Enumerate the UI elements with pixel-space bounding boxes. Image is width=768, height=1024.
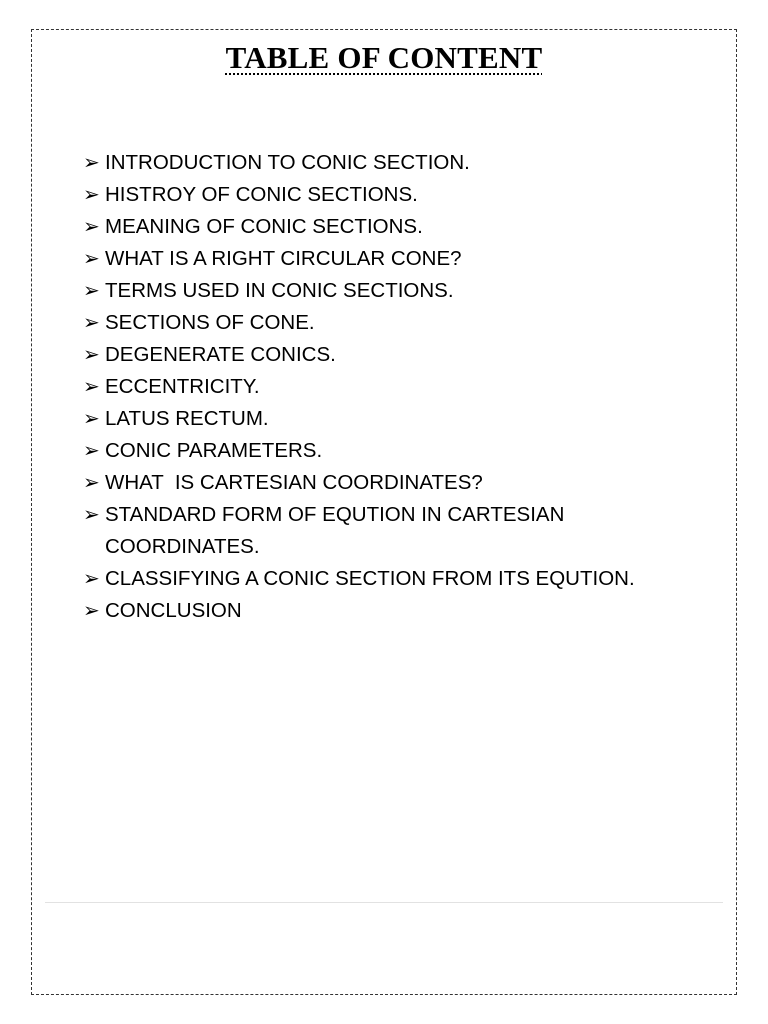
arrowhead-bullet-icon: ➢: [83, 568, 100, 590]
list-item: [83, 371, 685, 403]
list-item: [83, 147, 685, 179]
list-item-text: WHAT IS CARTESIAN COORDINATES?: [105, 471, 483, 494]
page-title: [0, 40, 768, 76]
list-item: [83, 563, 685, 595]
list-item: [83, 595, 685, 627]
list-item: [83, 275, 685, 307]
list-item-text: STANDARD FORM OF EQUTION IN CARTESIAN COORDINATES.: [105, 503, 571, 558]
arrowhead-bullet-icon: ➢: [83, 184, 100, 206]
arrowhead-bullet-icon: ➢: [83, 440, 100, 462]
list-item-text: TERMS USED IN CONIC SECTIONS.: [105, 279, 454, 302]
list-item: [83, 179, 685, 211]
footer-divider: [45, 902, 723, 903]
arrowhead-bullet-icon: ➢: [83, 600, 100, 622]
arrowhead-bullet-icon: ➢: [83, 408, 100, 430]
list-item: [83, 403, 685, 435]
page-title-text: TABLE OF CONTENT: [225, 40, 543, 75]
arrowhead-bullet-icon: ➢: [83, 504, 100, 526]
list-item: [83, 467, 685, 499]
list-item-text: CLASSIFYING A CONIC SECTION FROM ITS EQUTION.: [105, 567, 635, 590]
list-item-text: CONIC PARAMETERS.: [105, 439, 323, 462]
list-item-text: LATUS RECTUM.: [105, 407, 269, 430]
list-item-text: ECCENTRICITY.: [105, 375, 260, 398]
list-item-text: HISTROY OF CONIC SECTIONS.: [105, 183, 418, 206]
list-item-text: CONCLUSION: [105, 599, 242, 622]
arrowhead-bullet-icon: ➢: [83, 248, 100, 270]
list-item: [83, 499, 685, 563]
list-item-text: INTRODUCTION TO CONIC SECTION.: [105, 151, 470, 174]
list-item: [83, 435, 685, 467]
arrowhead-bullet-icon: ➢: [83, 472, 100, 494]
list-item-text: DEGENERATE CONICS.: [105, 343, 336, 366]
list-item: [83, 211, 685, 243]
list-item-text: SECTIONS OF CONE.: [105, 311, 315, 334]
arrowhead-bullet-icon: ➢: [83, 344, 100, 366]
table-of-contents-list: [83, 147, 685, 627]
list-item: [83, 339, 685, 371]
arrowhead-bullet-icon: ➢: [83, 376, 100, 398]
list-item-text: WHAT IS A RIGHT CIRCULAR CONE?: [105, 247, 462, 270]
list-item: [83, 243, 685, 275]
arrowhead-bullet-icon: ➢: [83, 152, 100, 174]
arrowhead-bullet-icon: ➢: [83, 280, 100, 302]
list-item-text: MEANING OF CONIC SECTIONS.: [105, 215, 423, 238]
arrowhead-bullet-icon: ➢: [83, 216, 100, 238]
arrowhead-bullet-icon: ➢: [83, 312, 100, 334]
list-item: [83, 307, 685, 339]
